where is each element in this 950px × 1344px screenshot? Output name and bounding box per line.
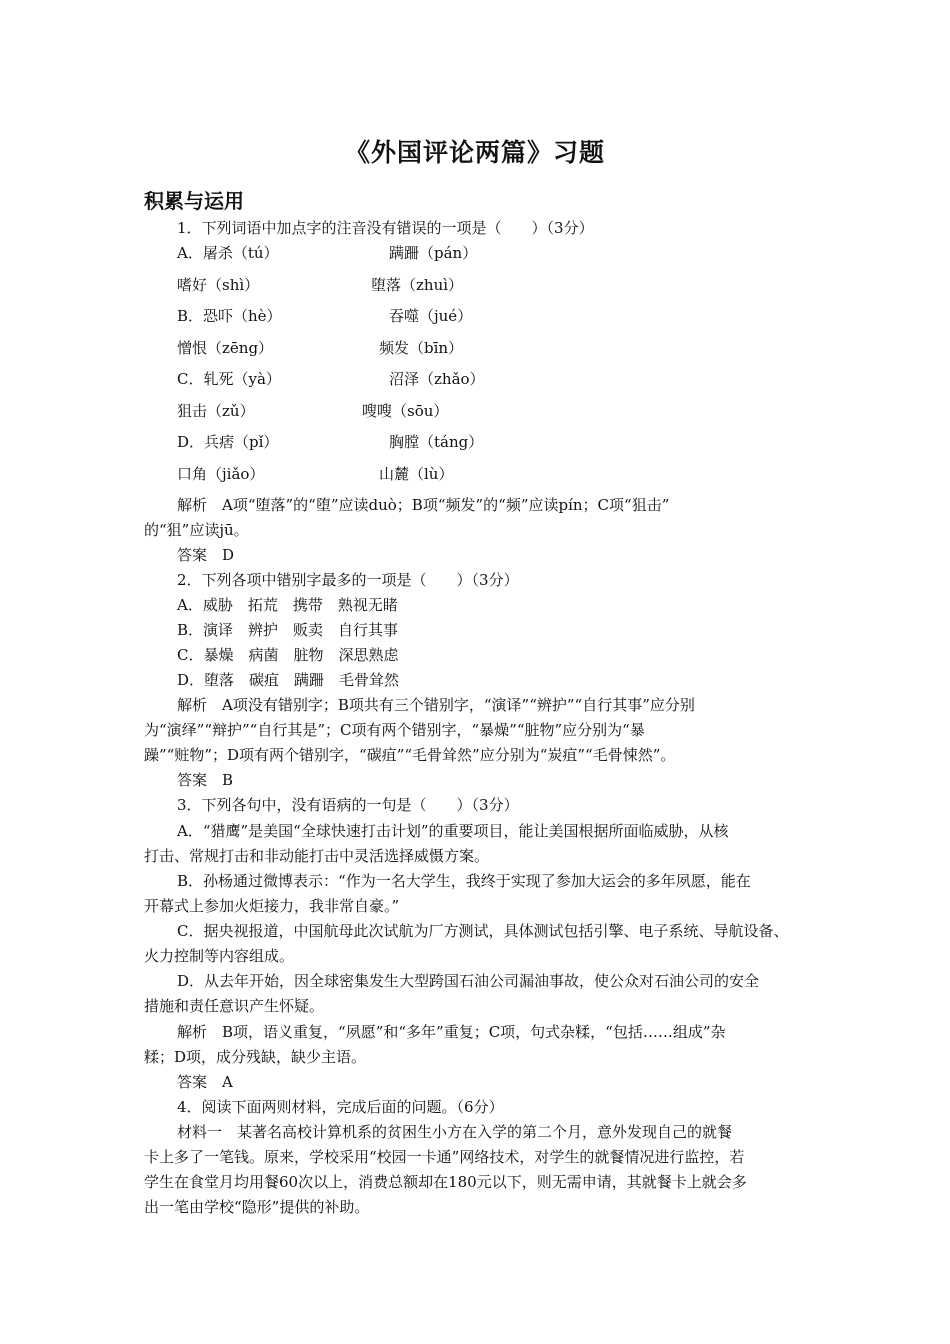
q1-option-b-left: B．恐吓（hè） (177, 307, 282, 325)
q2-option-d: D．堕落 碳疽 蹒跚 毛骨耸然 (177, 671, 400, 689)
q3-option-b: B．孙杨通过微博表示：“作为一名大学生，我终于实现了参加大运会的多年夙愿，能在 (177, 872, 751, 890)
q3-option-a-cont: 打击、常规打击和非动能打击中灵活选择威慑方案。 (144, 847, 490, 865)
q1-option-a-right: 蹒跚（pán） (389, 244, 478, 262)
q3-option-c-cont: 火力控制等内容组成。 (144, 947, 295, 965)
q4-material-1: 材料一 某著名高校计算机系的贫困生小方在入学的第二个月，意外发现自己的就餐 (177, 1123, 733, 1141)
q1-option-d2-right: 山麓（lù） (379, 465, 454, 483)
q3-analysis: 解析 B项，语义重复，“夙愿”和“多年”重复；C项，句式杂糅，“包括……组成”杂 (177, 1023, 726, 1041)
q1-analysis-cont: 的“狙”应读jū。 (144, 521, 249, 539)
q1-analysis: 解析 A项“堕落”的“堕”应读duò；B项“频发”的“频”应读pín；C项“狙击” (177, 496, 670, 514)
q1-answer: 答案 D (177, 546, 235, 564)
q4-material-1-cont-2: 学生在食堂月均用餐60次以上，消费总额却在180元以下，则无需申请，其就餐卡上就会多 (144, 1173, 747, 1191)
q2-analysis-cont-1: 为“演绎”“辩护”“自行其是”；C项有两个错别字，“暴燥”“脏物”应分别为“暴 (144, 721, 645, 739)
q2-analysis-cont-2: 躁”“赃物”；D项有两个错别字，“碳疽”“毛骨耸然”应分别为“炭疽”“毛骨悚然”。 (144, 746, 676, 764)
q1-option-a-left: A．屠杀（tú） (177, 244, 279, 262)
q3-option-c: C．据央视报道，中国航母此次试航为厂方测试，具体测试包括引擎、电子系统、导航设备、 (177, 922, 789, 940)
q1-option-a2-right: 堕落（zhuì） (371, 276, 464, 294)
q1-option-b-right: 吞噬（jué） (389, 307, 473, 325)
q1-option-d2-left: 口角（jiǎo） (177, 465, 265, 483)
q1-option-b2-right: 频发（bīn） (379, 339, 464, 357)
q3-answer: 答案 A (177, 1073, 233, 1091)
q2-analysis: 解析 A项没有错别字；B项共有三个错别字，“演译”“辨护”“自行其事”应分别 (177, 696, 695, 714)
q1-option-d-right: 胸膛（táng） (389, 433, 484, 451)
q2-option-b: B．演译 辨护 贩卖 自行其事 (177, 621, 399, 639)
q3-option-d-cont: 措施和责任意识产生怀疑。 (144, 997, 325, 1015)
page-title: 《外国评论两篇》习题 (344, 138, 605, 167)
q4-material-1-cont-3: 出一笔由学校“隐形”提供的补助。 (144, 1198, 370, 1216)
q1-option-a2-left: 嗜好（shì） (177, 276, 260, 294)
q1-option-c-right: 沼泽（zhǎo） (389, 370, 485, 388)
q2-stem: 2．下列各项中错别字最多的一项是（ ）（3分） (177, 571, 519, 589)
q2-option-a: A．威胁 拓荒 携带 熟视无睹 (177, 596, 398, 614)
q3-option-a: A．“猎鹰”是美国“全球快速打击计划”的重要项目，能让美国根据所面临威胁，从核 (177, 822, 729, 840)
q4-stem: 4．阅读下面两则材料，完成后面的问题。（6分） (177, 1098, 504, 1116)
q1-option-c-left: C．轧死（yà） (177, 370, 281, 388)
q2-answer: 答案 B (177, 771, 234, 789)
q4-material-1-cont-1: 卡上多了一笔钱。原来，学校采用“校园一卡通”网络技术，对学生的就餐情况进行监控，若 (144, 1148, 745, 1166)
q1-stem: 1．下列词语中加点字的注音没有错误的一项是（ ）（3分） (177, 219, 594, 237)
q1-option-d-left: D．兵痞（pǐ） (177, 433, 279, 451)
q2-option-c: C．暴燥 病菌 脏物 深思熟虑 (177, 646, 399, 664)
q3-analysis-cont: 糅；D项，成分残缺，缺少主语。 (144, 1048, 367, 1066)
section-heading: 积累与运用 (144, 189, 244, 213)
q3-stem: 3．下列各句中，没有语病的一句是（ ）（3分） (177, 796, 519, 814)
q1-option-b2-left: 憎恨（zēng） (177, 339, 274, 357)
q1-option-c2-right: 嗖嗖（sōu） (362, 402, 449, 420)
q3-option-b-cont: 开幕式上参加火炬接力，我非常自豪。” (144, 897, 400, 915)
q1-option-c2-left: 狙击（zǔ） (177, 402, 255, 420)
q3-option-d: D．从去年开始，因全球密集发生大型跨国石油公司漏油事故，使公众对石油公司的安全 (177, 972, 760, 990)
